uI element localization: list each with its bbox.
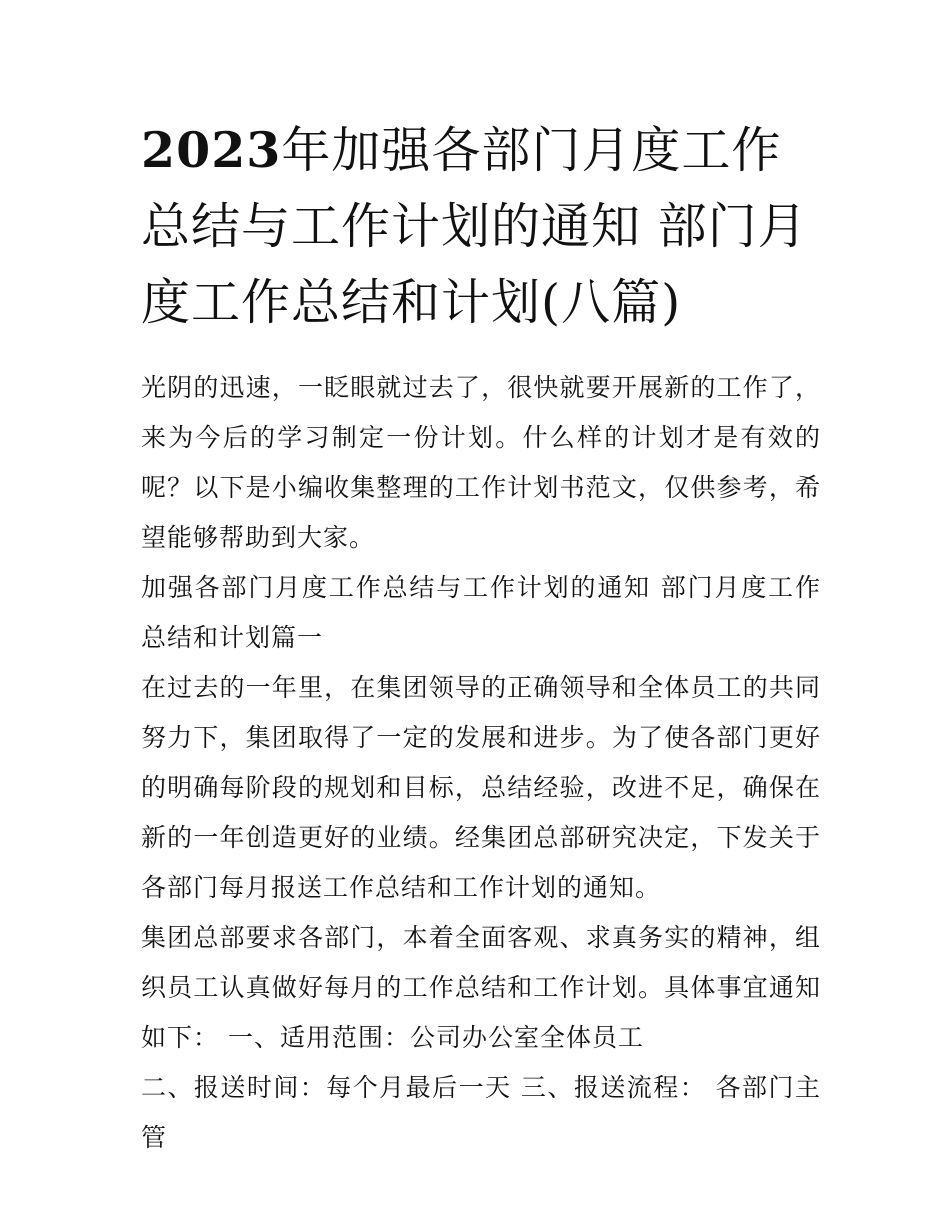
body-paragraph: 二、报送时间：每个月最后一天 三、报送流程： 各部门主管 xyxy=(141,1073,821,1152)
document-page xyxy=(141,112,821,1163)
body-paragraph: 集团总部要求各部门，本着全面客观、求真务实的精神，组织员工认真做好每月的工作总结和工作计划。具体事宜通知如下： 一、适用范围：公司办公室全体员工 xyxy=(141,923,821,1052)
title-year: 2023 xyxy=(141,121,282,179)
document-title xyxy=(141,112,821,341)
title-text: 年加强各部门月度工作总结与工作计划的通知 部门月度工作总结和计划(八篇) xyxy=(141,122,808,331)
section-heading: 加强各部门月度工作总结与工作计划的通知 部门月度工作总结和计划篇一 xyxy=(141,573,821,652)
intro-paragraph: 光阴的迅速，一眨眼就过去了，很快就要开展新的工作了，来为今后的学习制定一份计划。什么样的计划才是有效的呢？以下是小编收集整理的工作计划书范文，仅供参考，希望能够帮助到大家。 xyxy=(141,373,821,552)
body-paragraph: 在过去的一年里，在集团领导的正确领导和全体员工的共同努力下，集团取得了一定的发展和进步。为了使各部门更好的明确每阶段的规划和目标，总结经验，改进不足，确保在新的一年创造更好的业绩。经集团总部研究决定，下发关于各部门每月报送工作总结和工作计划的通知。 xyxy=(141,673,821,902)
